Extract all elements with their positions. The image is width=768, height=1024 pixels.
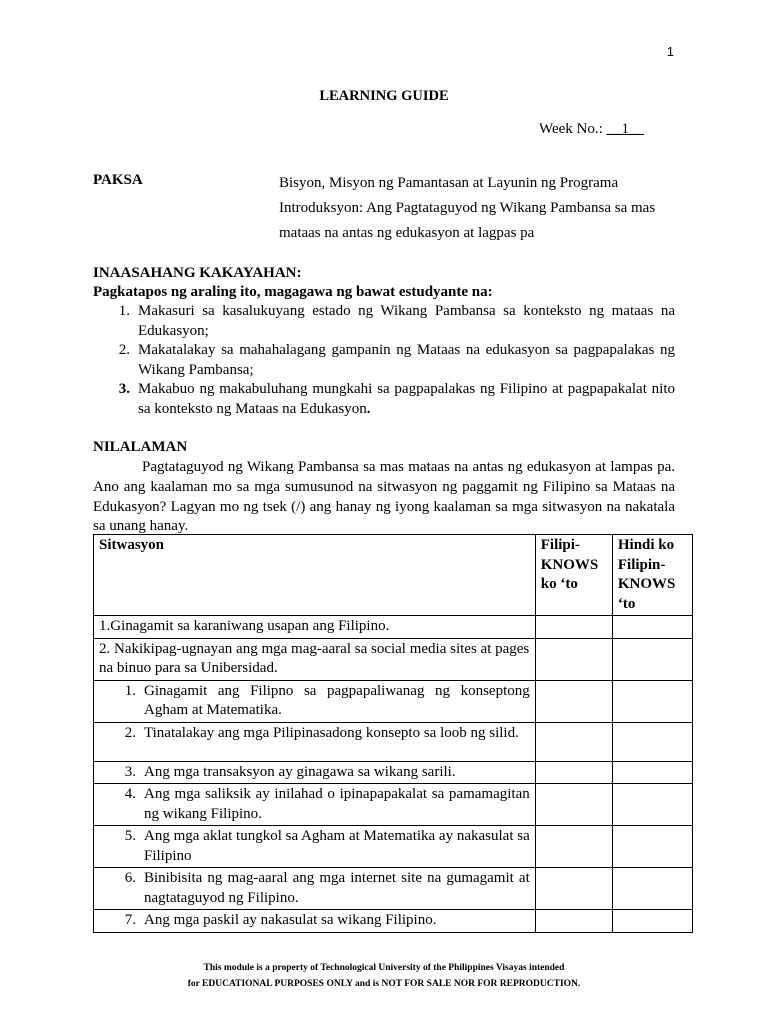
sitwasyon-table	[93, 534, 693, 933]
paksa-text	[279, 171, 699, 246]
row-text: Ang mga paskil ay nakasulat sa wikang Filipino.	[144, 912, 437, 928]
footer-line: This module is a property of Technological University of the Philippines Visayas intended	[203, 963, 565, 973]
sitwasyon-cell: 1.Ginagamit sa karaniwang usapan ang Filipino.	[94, 616, 536, 639]
table-row	[94, 910, 693, 933]
footer-line: for EDUCATIONAL PURPOSES ONLY and is NOT FOR SALE NOR FOR REPRODUCTION.	[187, 979, 581, 989]
objectives-list	[93, 302, 675, 419]
check-cell-knows[interactable]	[535, 638, 612, 680]
nilalaman-paragraph	[93, 458, 675, 537]
document-title: LEARNING GUIDE	[319, 88, 449, 104]
check-cell-knows[interactable]	[535, 680, 612, 722]
sitwasyon-cell	[94, 761, 536, 784]
table-row	[94, 761, 693, 784]
row-text: Tinatalakay ang mga Pilipinasadong konsepto sa loob ng silid.	[144, 724, 519, 741]
row-text: Ang mga transaksyon ay ginagawa sa wikang sarili.	[144, 763, 456, 780]
week-value: __1__	[606, 121, 645, 137]
table-row	[94, 616, 693, 639]
objective-end-mark: .	[366, 400, 371, 417]
row-number: 5.	[124, 828, 136, 844]
sitwasyon-cell	[94, 826, 536, 868]
sitwasyon-cell	[94, 868, 536, 910]
header-filipi-knows: Filipi-KNOWS ko ‘to	[535, 535, 612, 616]
check-cell-knows[interactable]	[535, 826, 612, 868]
inaasahan-heading: INAASAHANG KAKAYAHAN:	[93, 265, 302, 281]
check-cell-hindi[interactable]	[612, 826, 692, 868]
table-row	[94, 638, 693, 680]
sitwasyon-cell	[94, 910, 536, 933]
sitwasyon-cell	[94, 680, 536, 722]
check-cell-hindi[interactable]	[612, 616, 692, 639]
week-number	[539, 121, 644, 138]
paksa-line: mataas na antas ng edukasyon at lagpas pa	[279, 225, 535, 241]
objective-text-wrap	[138, 380, 675, 419]
row-number: 1.	[124, 682, 136, 699]
objective-text: Makatalakay sa mahahalagang gampanin ng Mataas na edukasyon sa pagpapalakas ng Wikang Pambansa;	[138, 342, 675, 378]
sitwasyon-cell: 2. Nakikipag-ugnayan ang mga mag-aaral sa social media sites at pages na binuo para sa Unibersidad.	[94, 638, 536, 680]
objective-number: 1.	[118, 303, 130, 319]
paksa-label: PAKSA	[93, 172, 143, 188]
header-sitwasyon: Sitwasyon	[94, 535, 536, 616]
check-cell-knows[interactable]	[535, 910, 612, 933]
check-cell-knows[interactable]	[535, 784, 612, 826]
row-text: Ang mga aklat tungkol sa Agham at Matematika ay nakasulat sa Filipino	[144, 828, 530, 864]
objective-number: 3.	[118, 381, 130, 397]
nilalaman-heading: NILALAMAN	[93, 439, 188, 455]
table-row	[94, 826, 693, 868]
table-row	[94, 868, 693, 910]
check-cell-hindi[interactable]	[612, 868, 692, 910]
sitwasyon-cell	[94, 722, 536, 761]
nilalaman-text: Pagtataguyod ng Wikang Pambansa sa mas mataas na antas ng edukasyon at lampas pa. Ano ang kaalaman mo sa mga sumusunod na sitwasyon ng paggamit ng Filipino sa Mataas na Edukasyon? Lagyan mo ng tsek (/) ang hanay ng iyong kaalaman sa mga sitwasyon na nakatala sa unang hanay.	[93, 459, 675, 535]
paksa-line: Introduksyon: Ang Pagtataguyod ng Wikang Pambansa sa mas	[279, 200, 656, 216]
header-hindi-filipin-knows: Hindi ko Filipin-KNOWS ‘to	[612, 535, 692, 616]
objective-number: 2.	[118, 342, 130, 358]
check-cell-knows[interactable]	[535, 868, 612, 910]
inaasahan-subheading: Pagkatapos ng araling ito, magagawa ng bawat estudyante na:	[93, 284, 493, 300]
row-text: Binibisita ng mag-aaral ang mga internet site na gumagamit at nagtataguyod ng Filipino.	[144, 870, 530, 906]
check-cell-knows[interactable]	[535, 761, 612, 784]
table-header-row	[94, 535, 693, 616]
objective-item	[93, 302, 675, 341]
sitwasyon-cell	[94, 784, 536, 826]
check-cell-hindi[interactable]	[612, 784, 692, 826]
row-text: Ang mga saliksik ay inilahad o ipinapapakalat sa pamamagitan ng wikang Filipino.	[144, 786, 530, 822]
check-cell-hindi[interactable]	[612, 680, 692, 722]
table-row	[94, 784, 693, 826]
row-number: 3.	[124, 763, 136, 780]
row-number: 2.	[124, 724, 136, 741]
check-cell-knows[interactable]	[535, 722, 612, 761]
table-row	[94, 680, 693, 722]
row-number: 6.	[124, 870, 136, 886]
footer-notice	[0, 960, 768, 992]
row-text: Ginagamit ang Filipno sa pagpapaliwanag ng konseptong Agham at Matematika.	[144, 682, 530, 718]
check-cell-hindi[interactable]	[612, 638, 692, 680]
check-cell-knows[interactable]	[535, 616, 612, 639]
objective-text: Makabuo ng makabuluhang mungkahi sa pagpapalakas ng Filipino at pagpapakalat nito sa konteksto ng Mataas na Edukasyon	[138, 381, 675, 417]
page-number: 1	[666, 44, 674, 59]
objective-text: Makasuri sa kasalukuyang estado ng Wikang Pambansa sa konteksto ng mataas na Edukasyon;	[138, 303, 675, 339]
check-cell-hindi[interactable]	[612, 910, 692, 933]
row-number: 4.	[124, 786, 136, 802]
objective-item	[93, 341, 675, 380]
objective-item	[93, 380, 675, 419]
check-cell-hindi[interactable]	[612, 761, 692, 784]
paksa-line: Bisyon, Misyon ng Pamantasan at Layunin ng Programa	[279, 175, 619, 191]
week-label: Week No.:	[539, 121, 607, 137]
check-cell-hindi[interactable]	[612, 722, 692, 761]
row-number: 7.	[124, 912, 136, 928]
table-row	[94, 722, 693, 761]
